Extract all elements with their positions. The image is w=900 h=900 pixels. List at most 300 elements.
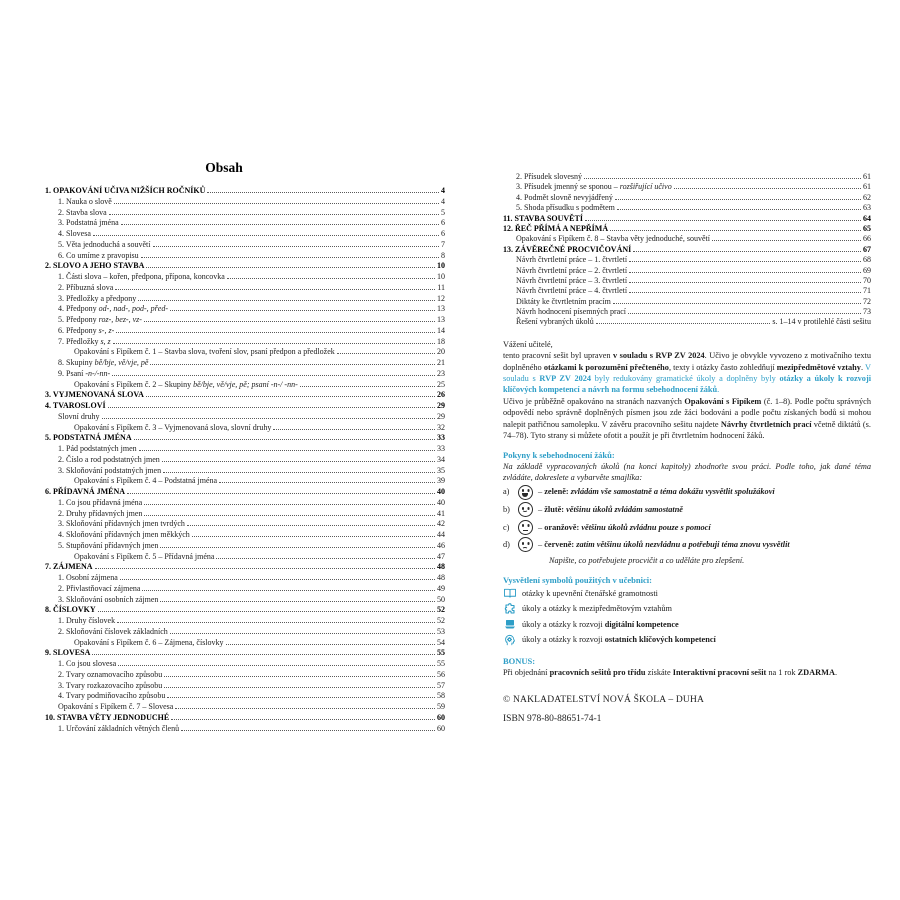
toc-entry-page: 52 [437, 605, 445, 615]
smiley-item-letter: d) [503, 540, 510, 550]
toc-entry [45, 358, 445, 369]
page-title: Obsah [205, 160, 243, 175]
toc-entry-label: 13. ZÁVĚREČNÉ PROCVIČOVÁNÍ [503, 244, 632, 254]
toc-entry-label: Diktáty ke čtvrtletním pracím [516, 296, 611, 306]
greeting: Vážení učitelé, [503, 339, 553, 349]
toc-entry [503, 286, 871, 296]
toc-entry [45, 562, 445, 573]
dot-leader [109, 214, 439, 215]
toc-entry [503, 224, 871, 234]
toc-entry-label: 9. Psaní -n-/-nn- [58, 368, 111, 378]
dot-leader [160, 547, 435, 548]
toc-entry-page: 58 [437, 691, 445, 701]
toc-entry [45, 283, 445, 294]
symbol-legend-item: otázky k upevnění čtenářské gramotnosti [503, 586, 871, 602]
smiley-item-letter: c) [503, 522, 510, 532]
frown-smiley-icon [518, 537, 533, 552]
dot-leader [596, 323, 771, 324]
dot-leader [160, 601, 435, 602]
dot-leader [674, 188, 861, 189]
dot-leader [585, 220, 861, 221]
smiley-item-letter: a) [503, 487, 510, 497]
toc-right-column [503, 172, 871, 328]
toc-entry-page: 40 [437, 487, 445, 496]
toc-entry-label: 5. Shoda přísudku s podmětem [516, 203, 615, 213]
dot-leader [127, 493, 435, 494]
toc-entry-label: 5. PODSTATNÁ JMÉNA [45, 433, 132, 443]
dot-leader [142, 590, 435, 591]
toc-entry-page: 67 [863, 244, 871, 254]
toc-entry-label: 3. Přísudek jmenný se sponou – rozšiřující učivo [516, 182, 672, 192]
toc-entry-page: 47 [437, 551, 445, 561]
toc-entry-label: 3. Skloňování přídavných jmen tvrdých [58, 519, 185, 529]
intro-paragraph: tento pracovní sešit byl upraven v souladu s RVP ZV 2024. Učivo je obvykle vyvozeno z motivačního textu doplněného otázkami k porozumění přečteného, texty i otázky často zohledňují mezipředmětové vztahy. V souladu s RVP ZV 2024 byly redukovány gramatické úkoly a doplněny byly otázky a úkoly k rozvoji klíčových kompetencí a návrh na formu sebehodnocení žáků. [503, 351, 872, 395]
toc-entry-label: Opakování s Fipíkem č. 8 – Stavba věty jednoduché, souvětí [516, 234, 710, 244]
toc-entry-label: 4. Předpony od-, nad-, pod-, před- [58, 304, 168, 314]
bonus-text: Při objednání pracovních sešitů pro třídu získáte Interaktivní pracovní sešit na 1 rok ZDARMA. [503, 667, 838, 677]
dot-leader [628, 313, 861, 314]
toc-entry [45, 423, 445, 434]
smile-smiley-icon [518, 502, 533, 517]
bonus-heading: BONUS: [503, 655, 536, 666]
dot-leader [163, 472, 435, 473]
dot-leader [216, 558, 435, 559]
toc-entry [45, 519, 445, 530]
teacher-letter [503, 339, 871, 725]
toc-entry [45, 218, 445, 229]
symbol-legend-item: úkoly a otázky k rozvoji digitální kompetence [503, 617, 871, 633]
toc-entry-label: 4. Tvary podmiňovacího způsobu [58, 691, 166, 701]
dot-leader [629, 261, 861, 262]
smiley-item: c) – oranžově: většinu úkolů zvládnu pouze s pomocí [503, 519, 871, 537]
symbols-heading: Vysvětlení symbolů použitých v učebnici: [503, 574, 652, 585]
dot-leader [139, 450, 435, 451]
toc-entry-page: 13 [437, 304, 445, 314]
toc-entry-label: 3. VYJMENOVANÁ SLOVA [45, 390, 144, 400]
toc-entry [45, 251, 445, 262]
dot-leader [144, 321, 435, 322]
toc-entry-page: s. 1–14 v protilehlé části sešitu [772, 317, 871, 327]
info-right-page [503, 172, 871, 725]
dot-leader [629, 292, 861, 293]
toc-entry-label: 2. SLOVO A JEHO STAVBA [45, 261, 145, 271]
toc-entry-page: 61 [863, 182, 871, 192]
dot-leader [150, 364, 435, 365]
toc-entry-page: 33 [437, 433, 445, 443]
dot-leader [144, 515, 435, 516]
toc-entry-label: 1. Co jsou slovesa [58, 659, 117, 668]
dot-leader [134, 439, 435, 440]
toc-entry [45, 272, 445, 283]
toc-entry [503, 172, 871, 182]
toc-entry-page: 73 [863, 307, 871, 317]
toc-entry [45, 401, 445, 412]
toc-entry [503, 203, 871, 213]
toc-entry-page: 20 [437, 347, 445, 357]
toc-entry [503, 276, 871, 286]
dot-leader [170, 310, 435, 311]
toc-entry-label: 4. Skloňování přídavných jmen měkkých [58, 530, 190, 539]
toc-entry [45, 509, 445, 520]
dot-leader [95, 568, 435, 569]
dot-leader [121, 224, 439, 225]
toc-entry-label: 4. Podmět slovně nevyjádřený [516, 192, 613, 202]
toc-entry-page: 21 [437, 358, 445, 367]
toc-entry-label: 10. STAVBA VĚTY JEDNODUCHÉ [45, 712, 170, 722]
dot-leader [207, 192, 439, 193]
toc-entry-label: 1. Nauka o slově [58, 196, 112, 206]
toc-entry-label: Návrh čtvrtletní práce – 3. čtvrtletí [516, 275, 628, 285]
toc-entry [45, 412, 445, 423]
neutral-smiley-icon [518, 520, 533, 535]
toc-entry-label: 5. Předpony roz-, bez-, vz- [58, 315, 142, 324]
toc-entry-page: 63 [863, 203, 871, 213]
toc-entry [45, 691, 445, 702]
toc-entry-label: 11. STAVBA SOUVĚTÍ [503, 213, 583, 223]
symbol-legend-item: úkoly a otázky k rozvoji ostatních klíčových kompetencí [503, 632, 871, 648]
toc-entry-page: 53 [437, 626, 445, 636]
toc-entry-label: 1. Druhy číslovek [58, 616, 116, 625]
toc-entry-page: 72 [863, 296, 871, 306]
toc-entry-label: 2. Tvary oznamovacího způsobu [58, 669, 163, 679]
toc-entry [45, 326, 445, 337]
improvement-note: Napište, co potřebujete procvičit a co uděláte pro zlepšení. [549, 555, 745, 565]
toc-entry-label: 1. Části slova – kořen, předpona, přípona, koncovka [58, 272, 225, 281]
toc-entry-page: 35 [437, 465, 445, 475]
toc-entry-label: 1. OPAKOVÁNÍ UČIVA NIŽŠÍCH ROČNÍKŮ [45, 186, 206, 195]
toc-entry-label: Návrh čtvrtletní práce – 2. čtvrtletí [516, 265, 628, 275]
dot-leader [167, 697, 435, 698]
dot-leader [171, 719, 435, 720]
toc-entry-page: 18 [437, 336, 445, 346]
dot-leader [146, 267, 435, 268]
toc-entry-page: 60 [437, 712, 445, 722]
toc-entry-label: Opakování s Fipíkem č. 2 – Skupiny bě/bje, vě/vje, pě; psaní -n-/ -nn- [74, 379, 298, 389]
toc-entry-label: 2. Stavba slova [58, 207, 107, 217]
toc-entry [503, 182, 871, 192]
toc-entry [45, 315, 445, 326]
dot-leader [112, 375, 435, 376]
toc-entry [45, 369, 445, 380]
toc-entry [503, 317, 871, 327]
smiley-item: a) – zeleně: zvládám vše samostatně a téma dokážu vysvětlit spolužákovi [503, 483, 871, 501]
toc-entry-page: 41 [437, 508, 445, 518]
toc-entry-page: 55 [437, 648, 445, 658]
toc-entry-label: 1. Co jsou přídavná jména [58, 497, 143, 507]
toc-entry-label: 7. Předložky s, z [58, 336, 111, 346]
toc-entry-page: 26 [437, 390, 445, 400]
toc-entry [503, 234, 871, 244]
toc-entry-page: 10 [437, 272, 445, 281]
toc-entry [45, 713, 445, 724]
toc-entry-page: 5 [441, 207, 445, 217]
toc-entry-label: 2. Přivlastňovací zájmena [58, 583, 141, 593]
toc-entry [503, 214, 871, 224]
dot-leader [120, 579, 435, 580]
toc-entry-page: 25 [437, 379, 445, 389]
toc-entry [503, 193, 871, 203]
toc-entry [45, 186, 445, 197]
toc-entry [45, 702, 445, 713]
toc-entry [45, 605, 445, 616]
toc-entry [45, 433, 445, 444]
dot-leader [116, 332, 435, 333]
toc-entry [45, 347, 445, 358]
dot-leader [584, 178, 861, 179]
toc-entry [45, 294, 445, 305]
toc-entry-label: 6. PŘÍDAVNÁ JMÉNA [45, 487, 126, 496]
toc-entry-page: 62 [863, 192, 871, 202]
dot-leader [175, 708, 435, 709]
dot-leader [108, 407, 435, 408]
dot-leader [712, 240, 861, 241]
symbol-legend-item: úkoly a otázky k mezipředmětovým vztahům [503, 601, 871, 617]
dot-leader [164, 676, 435, 677]
toc-entry [503, 307, 871, 317]
toc-entry-label: Opakování s Fipíkem č. 6 – Zájmena, číslovky [74, 637, 224, 647]
toc-entry-label: 3. Skloňování podstatných jmen [58, 465, 162, 475]
dot-leader [146, 396, 435, 397]
self-assessment-intro: Na základě vypracovaných úkolů (na konci kapitoly) zhodnoťte svou práci. Podle toho, jak dané téma zvládáte, dokreslete a vybarvěte smajlíka: [503, 461, 871, 482]
toc-entry-label: 2. Skloňování číslovek základních [58, 626, 168, 636]
toc-entry-page: 39 [437, 476, 445, 486]
toc-entry [503, 255, 871, 265]
dot-leader [617, 209, 861, 210]
toc-entry-page: 40 [437, 497, 445, 507]
toc-entry-page: 7 [441, 239, 445, 249]
dot-leader [226, 644, 435, 645]
smiley-item: b) – žlutě: většinu úkolů zvládám samostatně [503, 501, 871, 519]
toc-entry-page: 34 [437, 454, 445, 464]
toc-entry-label: Návrh čtvrtletní práce – 4. čtvrtletí [516, 286, 628, 296]
toc-entry [45, 229, 445, 240]
toc-entry-label: 1. Pád podstatných jmen [58, 444, 137, 453]
toc-entry-label: 7. ZÁJMENA [45, 562, 93, 572]
toc-entry [45, 616, 445, 627]
toc-entry-label: 3. Skloňování osobních zájmen [58, 594, 159, 604]
toc-entry [45, 498, 445, 509]
toc-entry-label: 6. Co umíme z pravopisu [58, 250, 139, 260]
toc-entry-page: 29 [437, 411, 445, 421]
symbol-list [503, 586, 871, 648]
toc-entry [45, 455, 445, 466]
toc-entry [45, 648, 445, 659]
toc-entry [45, 584, 445, 595]
dot-leader [192, 536, 435, 537]
toc-entry [45, 476, 445, 487]
toc-entry-label: 2. Číslo a rod podstatných jmen [58, 454, 160, 464]
dot-leader [187, 525, 435, 526]
toc-entry [45, 208, 445, 219]
toc-entry-label: Opakování s Fipíkem č. 3 – Vyjmenovaná slova, slovní druhy [74, 422, 272, 432]
self-assessment-heading: Pokyny k sebehodnocení žáků: [503, 449, 615, 460]
dot-leader [633, 251, 861, 252]
fipik-paragraph: Učivo je průběžně opakováno na stranách nazvaných Opakování s Fipíkem (č. 1–8). Podle počtu správných odpovědí nebo správně doplněných písmen jsou zde žáci bodováni a podle počtu získaných bodů si mohou nalepit patřičnou samolepku. V závěru pracovního sešitu najdete Návrhy čtvrtletních prací včetně diktátů (s. 74–78). Tyto strany si můžete ofotit a použít je při čtvrtletním hodnocení žáků. [503, 396, 871, 441]
open-book-icon [504, 587, 518, 599]
toc-entry-label: 1. Určování základních větných členů [58, 723, 180, 733]
toc-entry-label: 3. Podstatná jména [58, 218, 119, 228]
toc-entry-page: 33 [437, 444, 445, 453]
toc-entry-page: 42 [437, 519, 445, 529]
toc-entry [45, 681, 445, 692]
toc-entry-page: 64 [863, 213, 871, 223]
toc-entry-page: 71 [863, 286, 871, 296]
dot-leader [162, 461, 435, 462]
toc-entry-page: 13 [437, 315, 445, 324]
dot-leader [181, 730, 435, 731]
toc-entry-page: 68 [863, 255, 871, 265]
toc-entry [45, 627, 445, 638]
toc-entry-label: 2. Příbuzná slova [58, 282, 114, 292]
toc-entry-page: 49 [437, 583, 445, 593]
dot-leader [102, 418, 435, 419]
dot-leader [118, 665, 435, 666]
dot-leader [113, 343, 435, 344]
smiley-item: d) – červeně: zatím většinu úkolů nezvládnu a potřebuji téma znovu vysvětlit [503, 536, 871, 554]
toc-entry [45, 573, 445, 584]
toc-entry [45, 304, 445, 315]
dot-leader [300, 386, 435, 387]
toc-entry-page: 52 [437, 616, 445, 625]
toc-entry-label: Slovní druhy [58, 411, 100, 421]
dot-leader [219, 482, 435, 483]
toc-entry-page: 44 [437, 530, 445, 539]
toc-entry-label: 6. Předpony s-, z- [58, 325, 115, 335]
toc-entry-label: Opakování s Fipíkem č. 1 – Stavba slova, tvoření slov, psaní předpon a předložek [74, 347, 335, 357]
smiley-list [503, 483, 871, 553]
toc-entry-page: 50 [437, 594, 445, 604]
toc-entry-label: 2. Druhy přídavných jmen [58, 508, 143, 518]
toc-entry-label: 3. Tvary rozkazovacího způsobu [58, 680, 163, 690]
toc-entry [45, 390, 445, 401]
dot-leader [615, 199, 861, 200]
dot-leader [170, 633, 435, 634]
dot-leader [629, 272, 861, 273]
smiley-item-letter: b) [503, 505, 510, 515]
toc-entry-page: 59 [437, 702, 445, 711]
toc-entry-page: 12 [437, 293, 445, 303]
toc-entry-page: 65 [863, 223, 871, 233]
toc-entry-label: 3. Předložky a předpony [58, 293, 137, 303]
toc-entry [45, 541, 445, 552]
toc-entry-page: 8 [441, 250, 445, 260]
toc-entry-page: 66 [863, 234, 871, 244]
toc-entry-page: 4 [441, 186, 445, 195]
toc-entry [45, 444, 445, 455]
toc-entry-page: 54 [437, 637, 445, 647]
toc-entry [503, 297, 871, 307]
toc-entry-label: 9. SLOVESA [45, 648, 91, 658]
dot-leader [273, 429, 435, 430]
isbn: ISBN 978-80-88651-74-1 [503, 713, 602, 724]
head-gear-icon [504, 634, 518, 646]
toc-entry-page: 57 [437, 680, 445, 690]
toc-entry [45, 638, 445, 649]
toc-entry-page: 23 [437, 368, 445, 378]
toc-left-page [45, 160, 445, 734]
toc-entry [45, 552, 445, 563]
dot-leader [629, 282, 861, 283]
toc-entry-page: 48 [437, 573, 445, 582]
toc-entry-label: 1. Osobní zájmena [58, 573, 118, 582]
toc-entry [503, 245, 871, 255]
toc-entry-label: 2. Přísudek slovesný [516, 172, 582, 181]
toc-entry-label: Návrh hodnocení písemných prací [516, 307, 626, 317]
toc-entry-page: 70 [863, 275, 871, 285]
puzzle-icon [504, 603, 518, 615]
dot-leader [93, 235, 439, 236]
toc-entry-page: 69 [863, 265, 871, 275]
toc-entry-label: 12. ŘEČ PŘÍMÁ A NEPŘÍMÁ [503, 223, 609, 233]
toc-entry-page: 55 [437, 659, 445, 668]
dot-leader [613, 303, 861, 304]
toc-entry-page: 61 [863, 172, 871, 181]
toc-entry [45, 380, 445, 391]
dot-leader [98, 611, 435, 612]
toc-entry-page: 11 [437, 282, 445, 292]
dot-leader [164, 687, 435, 688]
toc-entry-page: 56 [437, 669, 445, 679]
toc-entry-page: 4 [441, 196, 445, 206]
toc-entry [45, 261, 445, 272]
dot-leader [153, 246, 440, 247]
toc-entry-label: Opakování s Fipíkem č. 4 – Podstatná jména [74, 476, 218, 486]
toc-entry [45, 487, 445, 498]
toc-entry [45, 670, 445, 681]
dot-leader [610, 230, 861, 231]
toc-entry-page: 6 [441, 218, 445, 228]
dot-leader [114, 203, 439, 204]
dot-leader [141, 257, 439, 258]
toc-entry [45, 724, 445, 735]
toc-entry-label: Opakování s Fipíkem č. 5 – Přídavná jména [74, 551, 215, 561]
toc-entry-label: Opakování s Fipíkem č. 7 – Slovesa [58, 702, 174, 711]
toc-entry [45, 197, 445, 208]
grin-smiley-icon [518, 485, 533, 500]
toc-entry [503, 266, 871, 276]
dot-leader [144, 504, 435, 505]
toc-entry-label: 8. Skupiny bě/bje, vě/vje, pě [58, 358, 149, 367]
toc-entry [45, 659, 445, 670]
toc-entry [45, 595, 445, 606]
toc-entry-label: 5. Věta jednoduchá a souvětí [58, 239, 151, 249]
dot-leader [115, 289, 435, 290]
toc-left-column [45, 186, 445, 734]
toc-entry-label: 4. Slovesa [58, 229, 91, 238]
dot-leader [117, 622, 435, 623]
toc-entry-page: 6 [441, 229, 445, 238]
toc-entry [45, 530, 445, 541]
toc-entry-label: 4. TVAROSLOVÍ [45, 401, 106, 410]
dot-leader [227, 278, 435, 279]
copyright: © NAKLADATELSTVÍ NOVÁ ŠKOLA – DUHA [503, 695, 705, 706]
toc-entry-page: 48 [437, 562, 445, 572]
toc-entry-page: 10 [437, 261, 445, 271]
toc-entry [45, 240, 445, 251]
laptop-icon [504, 618, 518, 630]
toc-entry-label: 8. ČÍSLOVKY [45, 605, 96, 615]
toc-entry [45, 337, 445, 348]
toc-entry-label: 5. Stupňování přídavných jmen [58, 540, 159, 550]
toc-entry-page: 32 [437, 422, 445, 432]
dot-leader [337, 353, 435, 354]
toc-entry-page: 29 [437, 401, 445, 410]
toc-entry-page: 60 [437, 723, 445, 733]
dot-leader [92, 654, 435, 655]
toc-entry-label: Řešení vybraných úkolů [516, 317, 594, 327]
toc-entry-label: Návrh čtvrtletní práce – 1. čtvrtletí [516, 255, 628, 265]
toc-entry-page: 14 [437, 325, 445, 335]
